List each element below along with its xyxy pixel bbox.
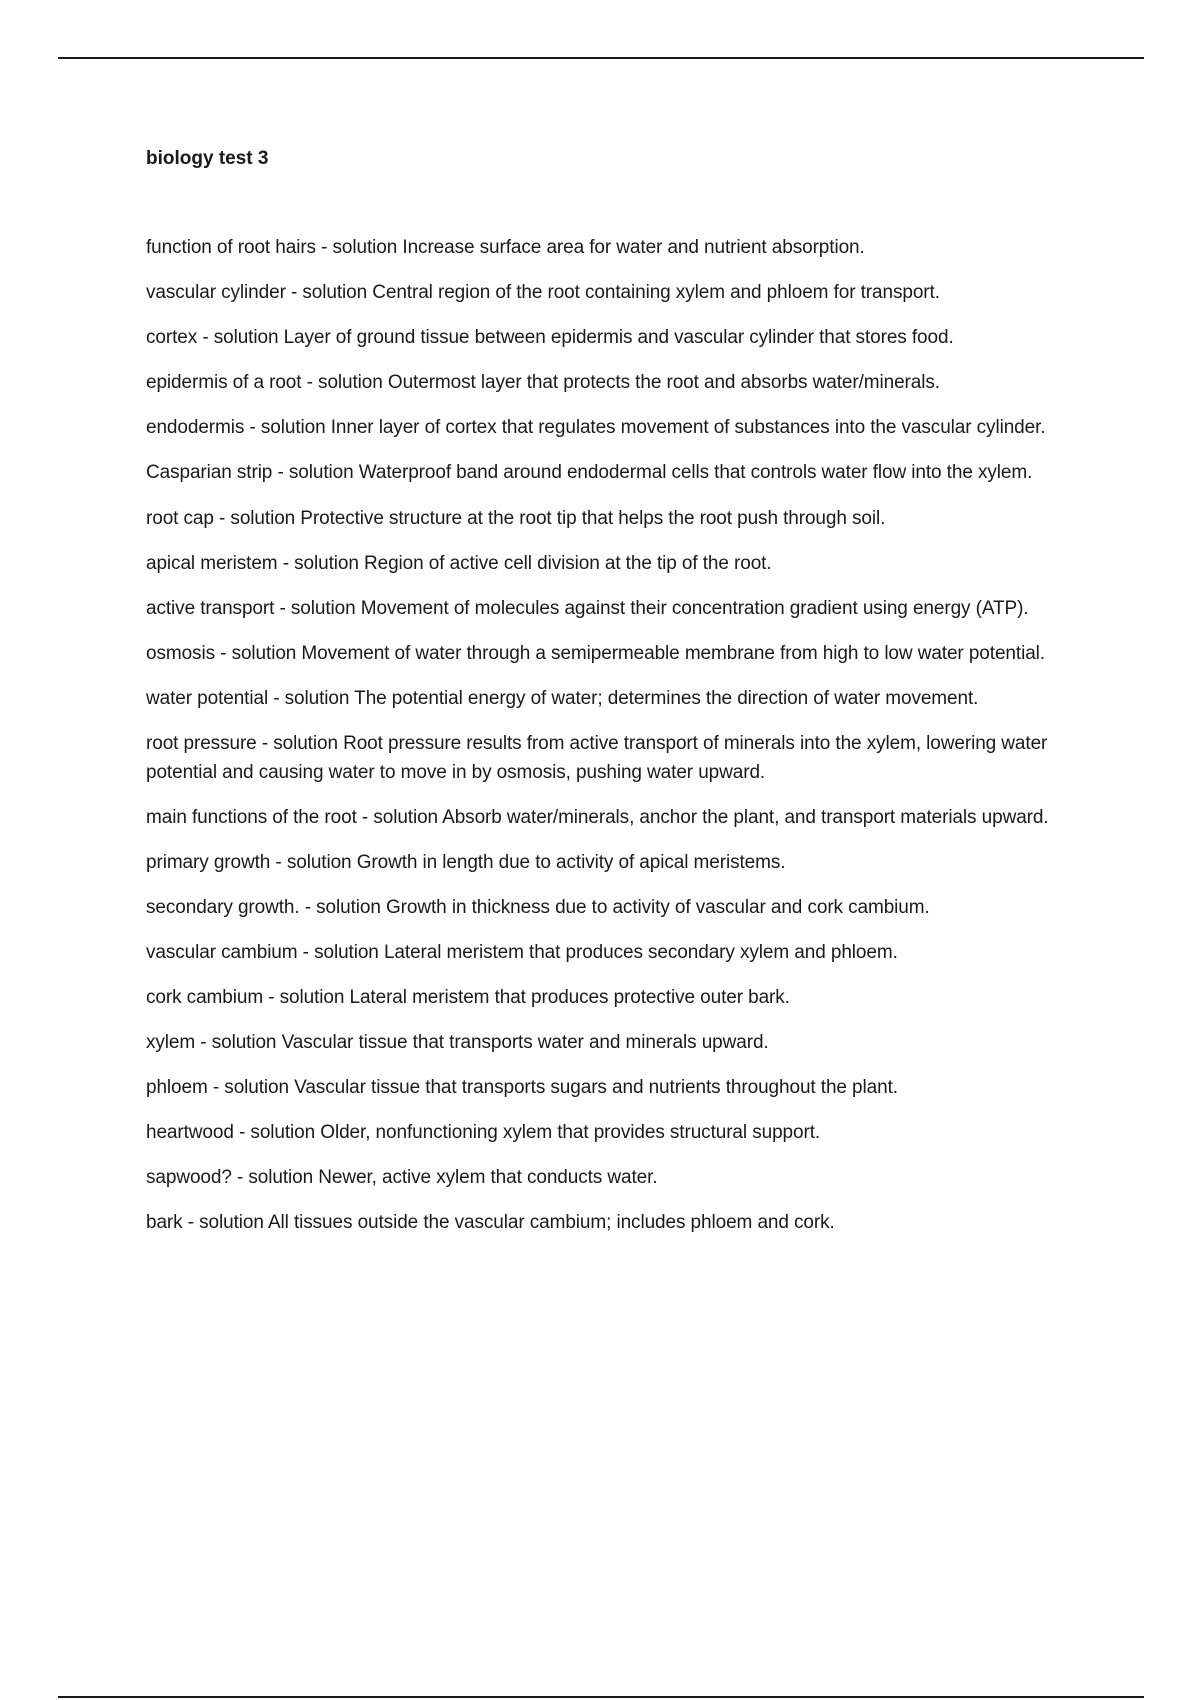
qa-item: main functions of the root - solution Absorb water/minerals, anchor the plant, and transport materials upward. xyxy=(146,806,1049,828)
qa-item: endodermis - solution Inner layer of cortex that regulates movement of substances into the vascular cylinder. xyxy=(146,417,1046,439)
qa-item: active transport - solution Movement of molecules against their concentration gradient using energy (ATP). xyxy=(146,597,1029,619)
qa-item: phloem - solution Vascular tissue that transports sugars and nutrients throughout the plant. xyxy=(146,1077,898,1099)
qa-item: sapwood? - solution Newer, active xylem that conducts water. xyxy=(146,1167,658,1189)
qa-item: heartwood - solution Older, nonfunctioning xylem that provides structural support. xyxy=(146,1122,821,1144)
qa-item: xylem - solution Vascular tissue that transports water and minerals upward. xyxy=(146,1032,769,1054)
document-title: biology test 3 xyxy=(146,148,269,169)
header-rule xyxy=(58,57,1144,59)
qa-item: cortex - solution Layer of ground tissue between epidermis and vascular cylinder that stores food. xyxy=(146,327,954,349)
footer-rule xyxy=(58,1696,1144,1698)
qa-item: bark - solution All tissues outside the vascular cambium; includes phloem and cork. xyxy=(146,1212,835,1234)
qa-item: osmosis - solution Movement of water through a semipermeable membrane from high to low water potential. xyxy=(146,642,1045,664)
qa-item: root cap - solution Protective structure at the root tip that helps the root push through soil. xyxy=(146,507,886,529)
qa-item: primary growth - solution Growth in length due to activity of apical meristems. xyxy=(146,851,786,873)
qa-item: cork cambium - solution Lateral meristem that produces protective outer bark. xyxy=(146,987,790,1008)
qa-item: function of root hairs - solution Increase surface area for water and nutrient absorption. xyxy=(146,237,865,258)
qa-item: vascular cylinder - solution Central region of the root containing xylem and phloem for transport. xyxy=(146,282,940,304)
qa-item: epidermis of a root - solution Outermost layer that protects the root and absorbs water/minerals. xyxy=(146,372,940,394)
qa-item: vascular cambium - solution Lateral meristem that produces secondary xylem and phloem. xyxy=(146,941,898,963)
qa-item: Casparian strip - solution Waterproof band around endodermal cells that controls water flow into the xylem. xyxy=(146,462,1033,484)
document-body xyxy=(146,146,1086,1255)
qa-item: apical meristem - solution Region of active cell division at the tip of the root. xyxy=(146,552,772,574)
qa-list xyxy=(146,234,1086,1238)
qa-item: water potential - solution The potential energy of water; determines the direction of water movement. xyxy=(146,687,979,709)
qa-item: secondary growth. - solution Growth in thickness due to activity of vascular and cork cambium. xyxy=(146,896,930,918)
qa-item: root pressure - solution Root pressure results from active transport of minerals into the xylem, lowering water potential and causing water to move in by osmosis, pushing water upward. xyxy=(146,733,1048,783)
